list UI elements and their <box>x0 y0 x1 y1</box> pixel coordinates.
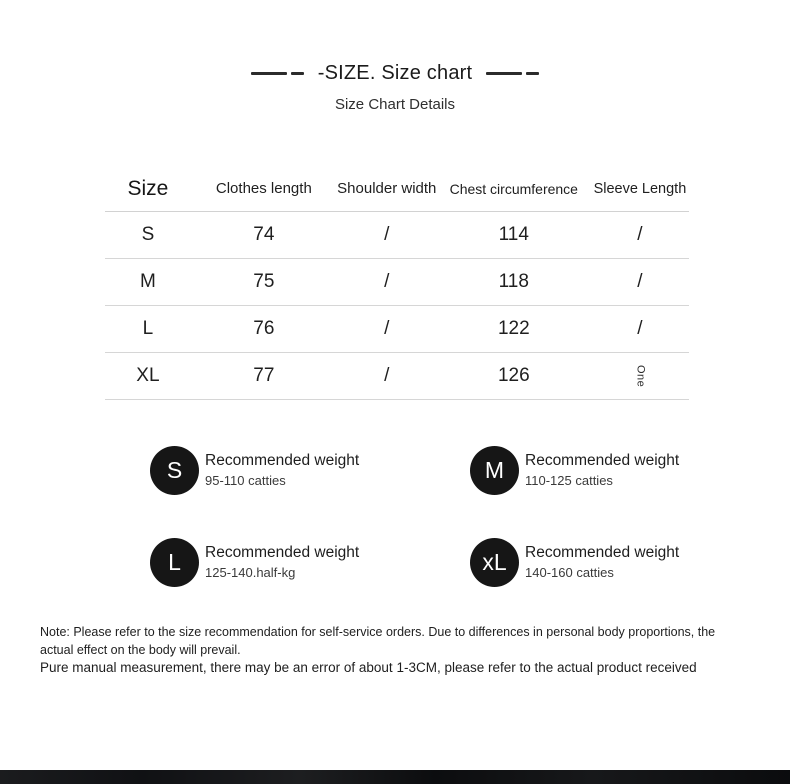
cell-shoulder-width: / <box>384 318 390 339</box>
next-image-edge-strip <box>0 770 790 784</box>
size-table-header-row <box>105 166 689 212</box>
table-row-m <box>105 259 689 306</box>
table-row-xl <box>105 353 689 400</box>
cell-clothes-length: 74 <box>253 224 275 245</box>
title-dash-right <box>486 72 539 75</box>
sleeve-one-size-vertical-label: One <box>634 364 647 388</box>
weight-recommendations <box>150 444 790 588</box>
size-xl-circle-icon: xL <box>470 538 519 587</box>
cell-chest-circumference: 114 <box>498 224 529 245</box>
badge-range: 95-110 catties <box>205 473 286 488</box>
weight-badge-l <box>150 536 470 588</box>
cell-size: L <box>142 318 154 339</box>
cell-chest-circumference: 126 <box>497 365 530 386</box>
weight-badge-xl <box>470 536 790 588</box>
badge-text <box>205 452 359 488</box>
badge-range: 125-140.half-kg <box>205 565 296 580</box>
cell-shoulder-width: / <box>384 271 390 292</box>
weight-badge-m <box>470 444 790 496</box>
size-table-body <box>105 212 689 400</box>
badge-label: Recommended weight <box>205 544 360 561</box>
size-l-circle-icon: L <box>150 538 199 587</box>
section-subtitle: Size Chart Details <box>334 96 456 113</box>
cell-size: XL <box>136 365 160 386</box>
cell-size: M <box>140 271 156 292</box>
column-header-shoulder-width: Shoulder width <box>337 180 437 197</box>
badge-text <box>205 544 359 580</box>
size-m-circle-icon: M <box>470 446 519 495</box>
cell-shoulder-width: / <box>384 224 390 245</box>
cell-sleeve-length <box>591 365 689 387</box>
section-title-row <box>0 62 790 85</box>
cell-clothes-length: 76 <box>253 318 275 339</box>
badge-label: Recommended weight <box>525 452 680 469</box>
cell-size: S <box>141 224 155 245</box>
cell-clothes-length: 75 <box>253 271 275 292</box>
cell-sleeve-length: / <box>637 318 643 339</box>
table-row-s <box>105 212 689 259</box>
cell-chest-circumference: 122 <box>497 318 530 339</box>
column-header-chest-circumference: Chest circumference <box>449 180 578 197</box>
cell-sleeve-length: / <box>637 271 643 292</box>
cell-shoulder-width: / <box>384 365 390 386</box>
weight-badge-s <box>150 444 470 496</box>
note-measurement-error: Pure manual measurement, there may be an error of about 1-3CM, please refer to the actual product received <box>40 660 697 675</box>
section-title: -SIZE. Size chart <box>317 62 473 84</box>
title-dash-left <box>251 72 304 75</box>
column-header-sleeve-length: Sleeve Length <box>593 180 687 197</box>
column-header-clothes-length: Clothes length <box>215 180 312 197</box>
badge-range: 140-160 catties <box>525 565 614 580</box>
badge-label: Recommended weight <box>205 452 360 469</box>
cell-sleeve-length: / <box>637 224 643 245</box>
badge-text <box>525 452 679 488</box>
badge-range: 110-125 catties <box>525 473 613 488</box>
note-size-recommendation: Note: Please refer to the size recommendation for self-service orders. Due to differences in personal body proportions, the actual effect on the body will prevail. <box>40 625 716 657</box>
cell-clothes-length: 77 <box>253 365 275 386</box>
size-table <box>105 166 689 400</box>
badge-text <box>525 544 679 580</box>
badge-label: Recommended weight <box>525 544 680 561</box>
table-row-l <box>105 306 689 353</box>
column-header-size: Size <box>127 176 169 200</box>
size-s-circle-icon: S <box>150 446 199 495</box>
cell-chest-circumference: 118 <box>498 271 529 292</box>
